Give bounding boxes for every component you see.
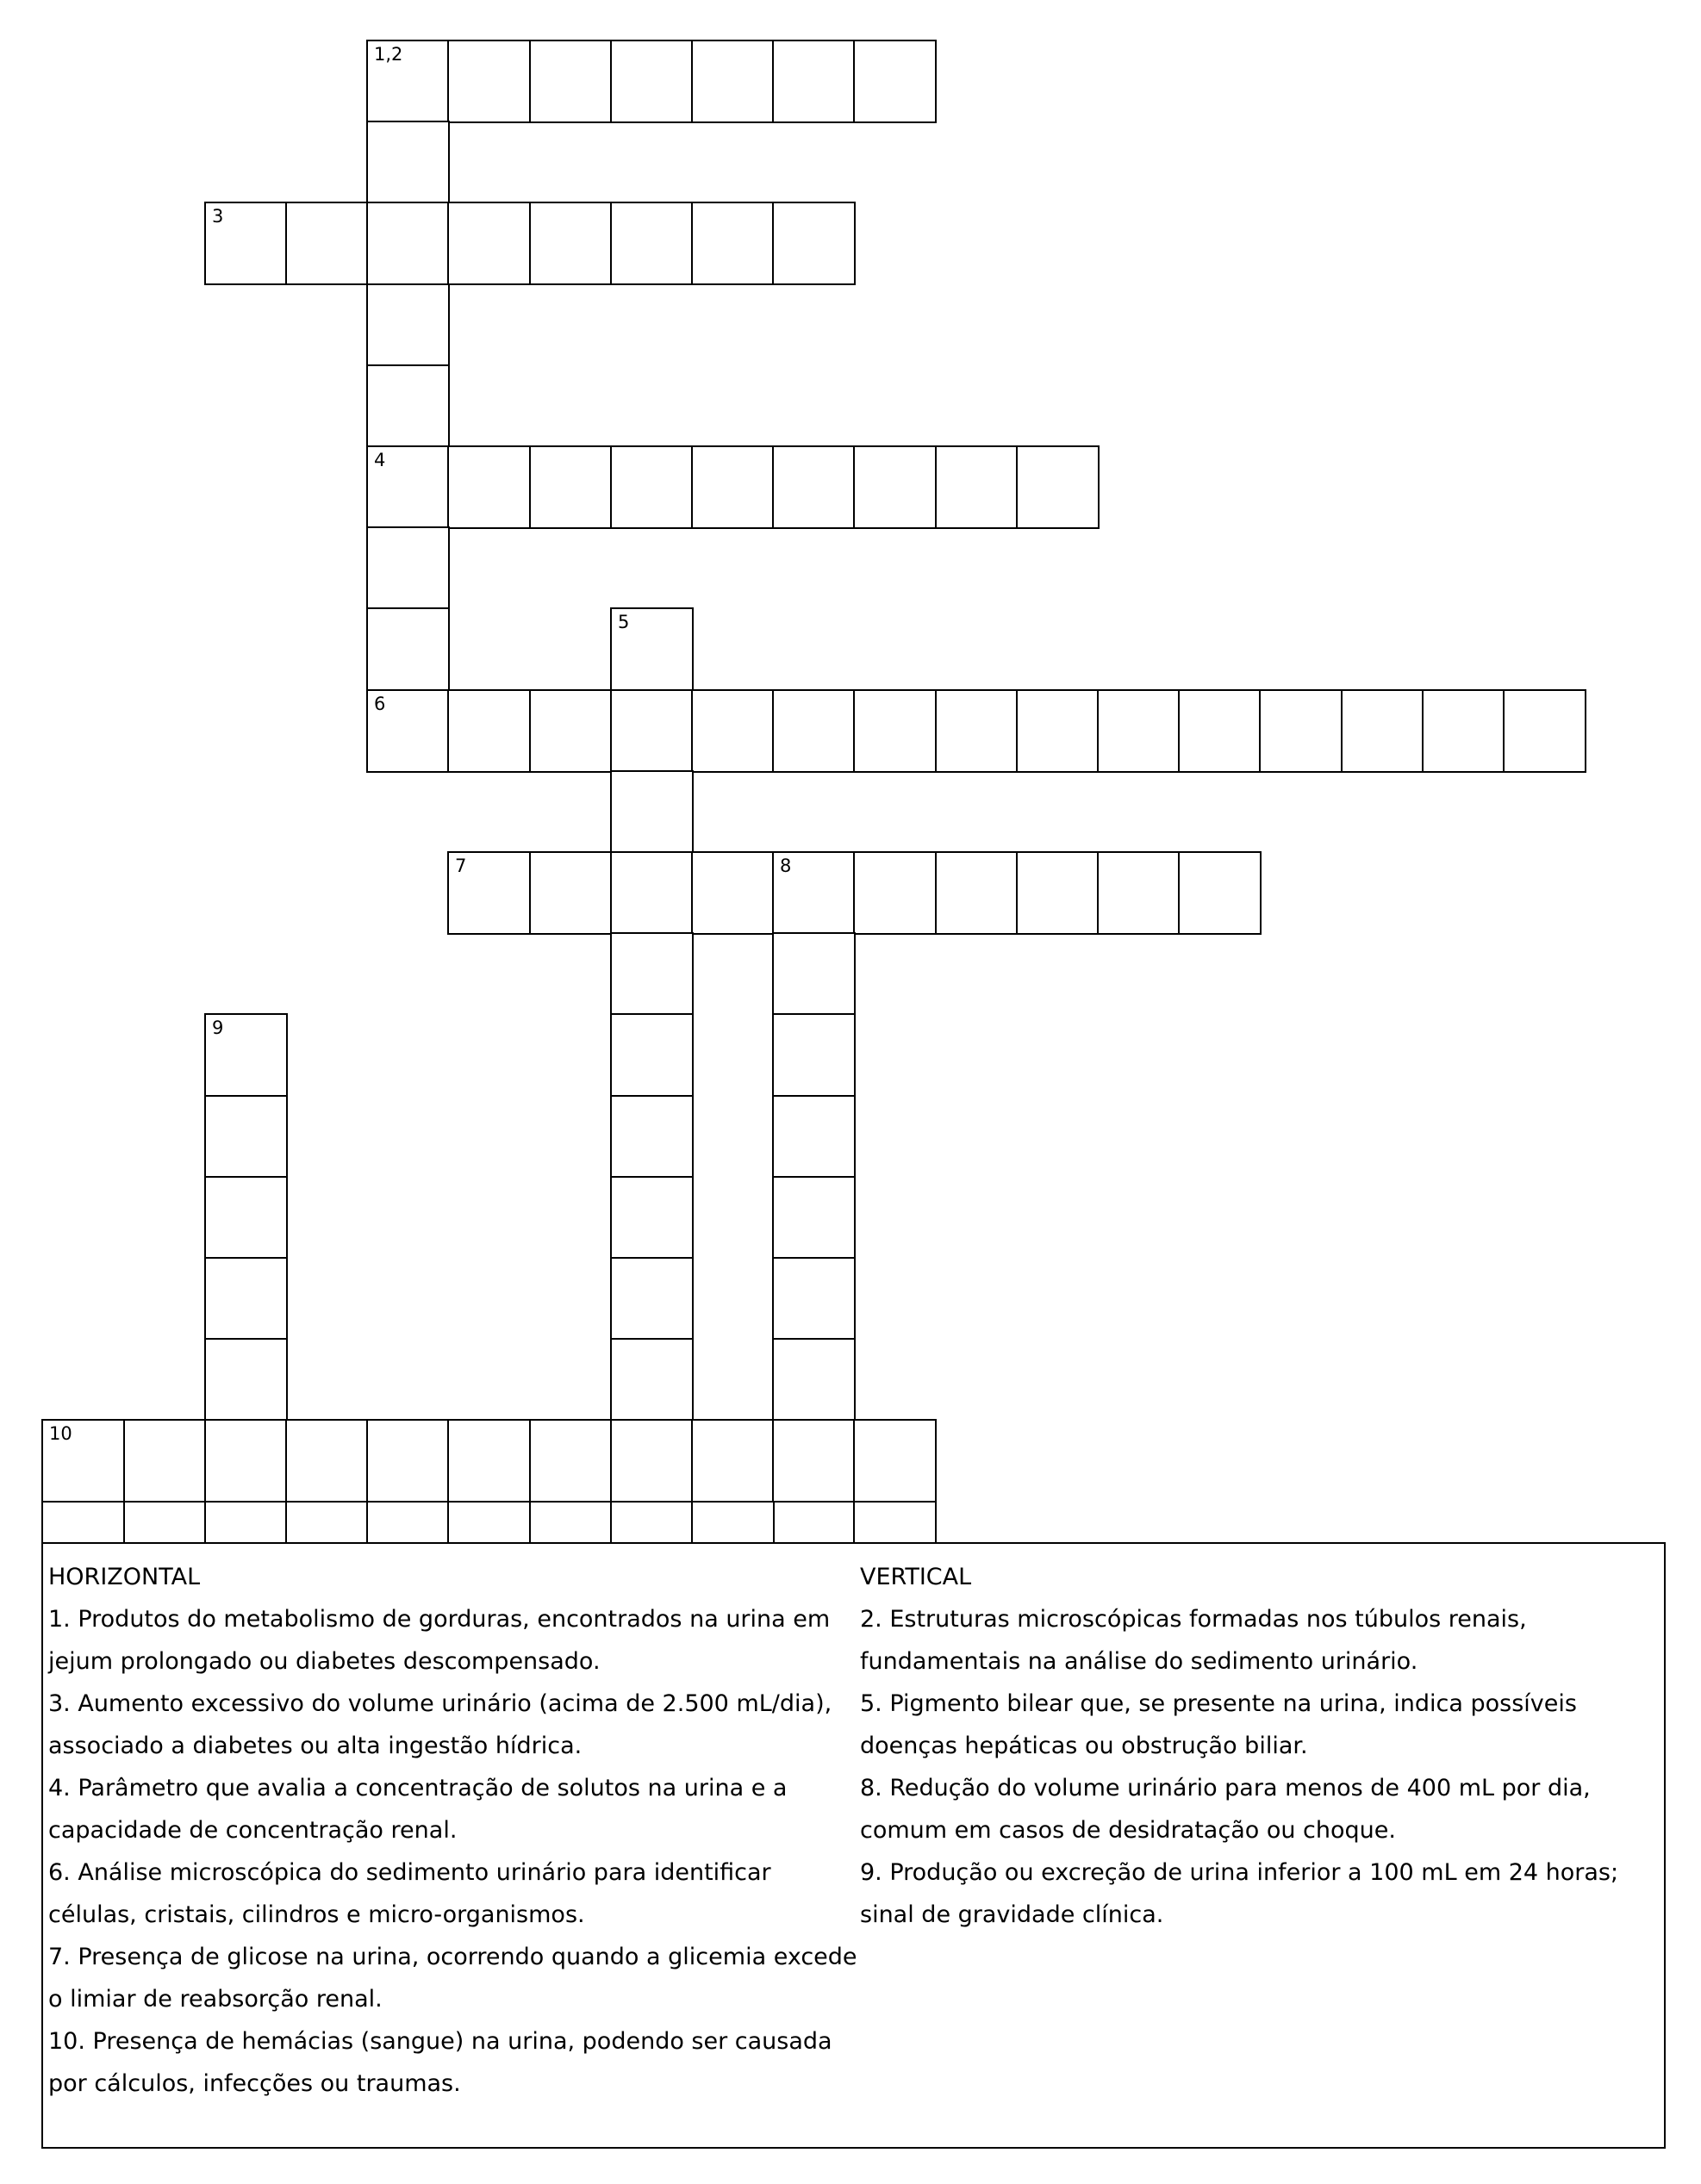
crossword-cell[interactable] [610,445,694,529]
clue-number: 4 [374,450,386,470]
crossword-cell[interactable] [772,932,856,1016]
crossword-cell[interactable] [691,851,775,935]
crossword-cell[interactable] [610,1013,694,1097]
crossword-cell[interactable] [610,851,694,935]
crossword-cell[interactable] [529,202,613,285]
crossword-cell[interactable] [366,202,450,285]
crossword-cell[interactable] [610,1338,694,1422]
horizontal-heading: HORIZONTAL [48,1564,201,1590]
vertical-clue-line: doenças hepáticas ou obstrução biliar. [860,1733,1308,1759]
horizontal-clue-line: células, cristais, cilindros e micro-organismos. [48,1901,585,1928]
crossword-cell[interactable] [772,1095,856,1179]
crossword-cell[interactable] [447,202,531,285]
horizontal-clue-line: 10. Presença de hemácias (sangue) na urina, podendo ser causada [48,2028,832,2055]
vertical-heading: VERTICAL [860,1564,972,1590]
crossword-cell[interactable] [366,526,450,610]
crossword-cell[interactable] [610,40,694,123]
clue-number: 7 [455,856,467,876]
crossword-cell[interactable] [447,689,531,773]
crossword-cell[interactable] [366,121,450,204]
crossword-cell[interactable] [204,1338,288,1422]
crossword-cell[interactable] [123,1419,207,1503]
clue-number: 8 [780,856,792,876]
crossword-cell[interactable] [610,1419,694,1503]
clue-cell-7[interactable] [447,851,531,935]
horizontal-clue-line: associado a diabetes ou alta ingestão hídrica. [48,1733,583,1759]
clue-number: 9 [212,1017,224,1038]
crossword-cell[interactable] [691,1419,775,1503]
crossword-cell[interactable] [447,1419,531,1503]
crossword-cell[interactable] [204,1095,288,1179]
clues-box [41,1542,1666,2149]
crossword-cell[interactable] [772,1257,856,1341]
vertical-clue-line: 9. Produção ou excreção de urina inferior a 100 mL em 24 horas; [860,1859,1619,1886]
crossword-cell[interactable] [610,1095,694,1179]
crossword-cell[interactable] [1016,689,1100,773]
crossword-cell[interactable] [1097,689,1181,773]
horizontal-clue-line: o limiar de reabsorção renal. [48,1986,383,2013]
horizontal-clue-line: 1. Produtos do metabolismo de gorduras, encontrados na urina em [48,1606,831,1633]
crossword-cell[interactable] [772,689,856,773]
crossword-cell[interactable] [691,202,775,285]
vertical-clue-line: 5. Pigmento bilear que, se presente na urina, indica possíveis [860,1690,1577,1717]
horizontal-clue-line: 7. Presença de glicose na urina, ocorrendo quando a glicemia excede [48,1944,857,1970]
crossword-cell[interactable] [935,445,1019,529]
crossword-cell[interactable] [1097,851,1181,935]
clue-cell-9[interactable] [204,1013,288,1097]
crossword-cell[interactable] [935,689,1019,773]
crossword-cell[interactable] [366,607,450,691]
clue-number: 1,2 [374,44,403,65]
crossword-cell[interactable] [1016,445,1100,529]
crossword-cell[interactable] [366,1419,450,1503]
horizontal-clues [48,1556,858,2105]
horizontal-clue-line: 4. Parâmetro que avalia a concentração de solutos na urina e a [48,1775,788,1801]
vertical-clues [860,1556,1653,1936]
clue-number: 5 [618,612,630,632]
clue-cell-8[interactable] [772,851,856,935]
crossword-cell[interactable] [529,445,613,529]
crossword-cell[interactable] [204,1257,288,1341]
vertical-clue-line: fundamentais na análise do sedimento urinário. [860,1648,1418,1675]
crossword-cell[interactable] [366,283,450,367]
crossword-cell[interactable] [1016,851,1100,935]
crossword-cell[interactable] [853,40,937,123]
clue-cell-5[interactable] [610,607,694,691]
crossword-cell[interactable] [853,851,937,935]
crossword-cell[interactable] [610,932,694,1016]
horizontal-clue-line: jejum prolongado ou diabetes descompensado. [48,1648,601,1675]
vertical-clue-line: sinal de gravidade clínica. [860,1901,1164,1928]
clue-number: 6 [374,694,386,714]
vertical-clue-line: 8. Redução do volume urinário para menos de 400 mL por dia, [860,1775,1591,1801]
crossword-cell[interactable] [529,689,613,773]
crossword-cell[interactable] [772,1013,856,1097]
horizontal-clue-line: por cálculos, infecções ou traumas. [48,2070,461,2097]
crossword-cell[interactable] [529,851,613,935]
vertical-clue-line: 2. Estruturas microscópicas formadas nos túbulos renais, [860,1606,1527,1633]
crossword-cell[interactable] [772,1419,856,1503]
crossword-cell[interactable] [1178,689,1262,773]
clue-cell-1-2[interactable] [366,40,450,123]
crossword-cell[interactable] [853,689,937,773]
crossword-cell[interactable] [366,364,450,448]
crossword-cell[interactable] [772,1176,856,1260]
crossword-cell[interactable] [691,445,775,529]
crossword-cell[interactable] [447,445,531,529]
crossword-cell[interactable] [691,689,775,773]
crossword-cell[interactable] [853,445,937,529]
crossword-cell[interactable] [610,689,694,773]
crossword-cell[interactable] [691,40,775,123]
clue-cell-6[interactable] [366,689,450,773]
crossword-cell[interactable] [610,202,694,285]
crossword-cell[interactable] [610,1257,694,1341]
horizontal-clue-line: capacidade de concentração renal. [48,1817,458,1844]
crossword-cell[interactable] [285,202,369,285]
clue-cell-10[interactable] [41,1419,125,1503]
clue-cell-4[interactable] [366,445,450,529]
crossword-cell[interactable] [1503,689,1586,773]
crossword-cell[interactable] [1341,689,1424,773]
crossword-cell[interactable] [772,40,856,123]
crossword-cell[interactable] [772,1338,856,1422]
crossword-cell[interactable] [772,445,856,529]
crossword-cell[interactable] [1422,689,1505,773]
crossword-cell[interactable] [529,1419,613,1503]
crossword-cell[interactable] [447,40,531,123]
clue-number: 3 [212,206,224,227]
clue-number: 10 [49,1423,72,1444]
clue-cell-3[interactable] [204,202,288,285]
horizontal-clue-line: 3. Aumento excessivo do volume urinário (acima de 2.500 mL/dia), [48,1690,832,1717]
crossword-cell[interactable] [1178,851,1262,935]
horizontal-clue-line: 6. Análise microscópica do sedimento urinário para identificar [48,1859,771,1886]
crossword-cell[interactable] [204,1419,288,1503]
crossword-cell[interactable] [772,202,856,285]
crossword-cell[interactable] [935,851,1019,935]
crossword-cell[interactable] [853,1419,937,1503]
crossword-cell[interactable] [529,40,613,123]
vertical-clue-line: comum em casos de desidratação ou choque. [860,1817,1396,1844]
crossword-cell[interactable] [204,1176,288,1260]
crossword-cell[interactable] [610,1176,694,1260]
crossword-cell[interactable] [610,770,694,854]
crossword-cell[interactable] [1259,689,1343,773]
crossword-cell[interactable] [285,1419,369,1503]
